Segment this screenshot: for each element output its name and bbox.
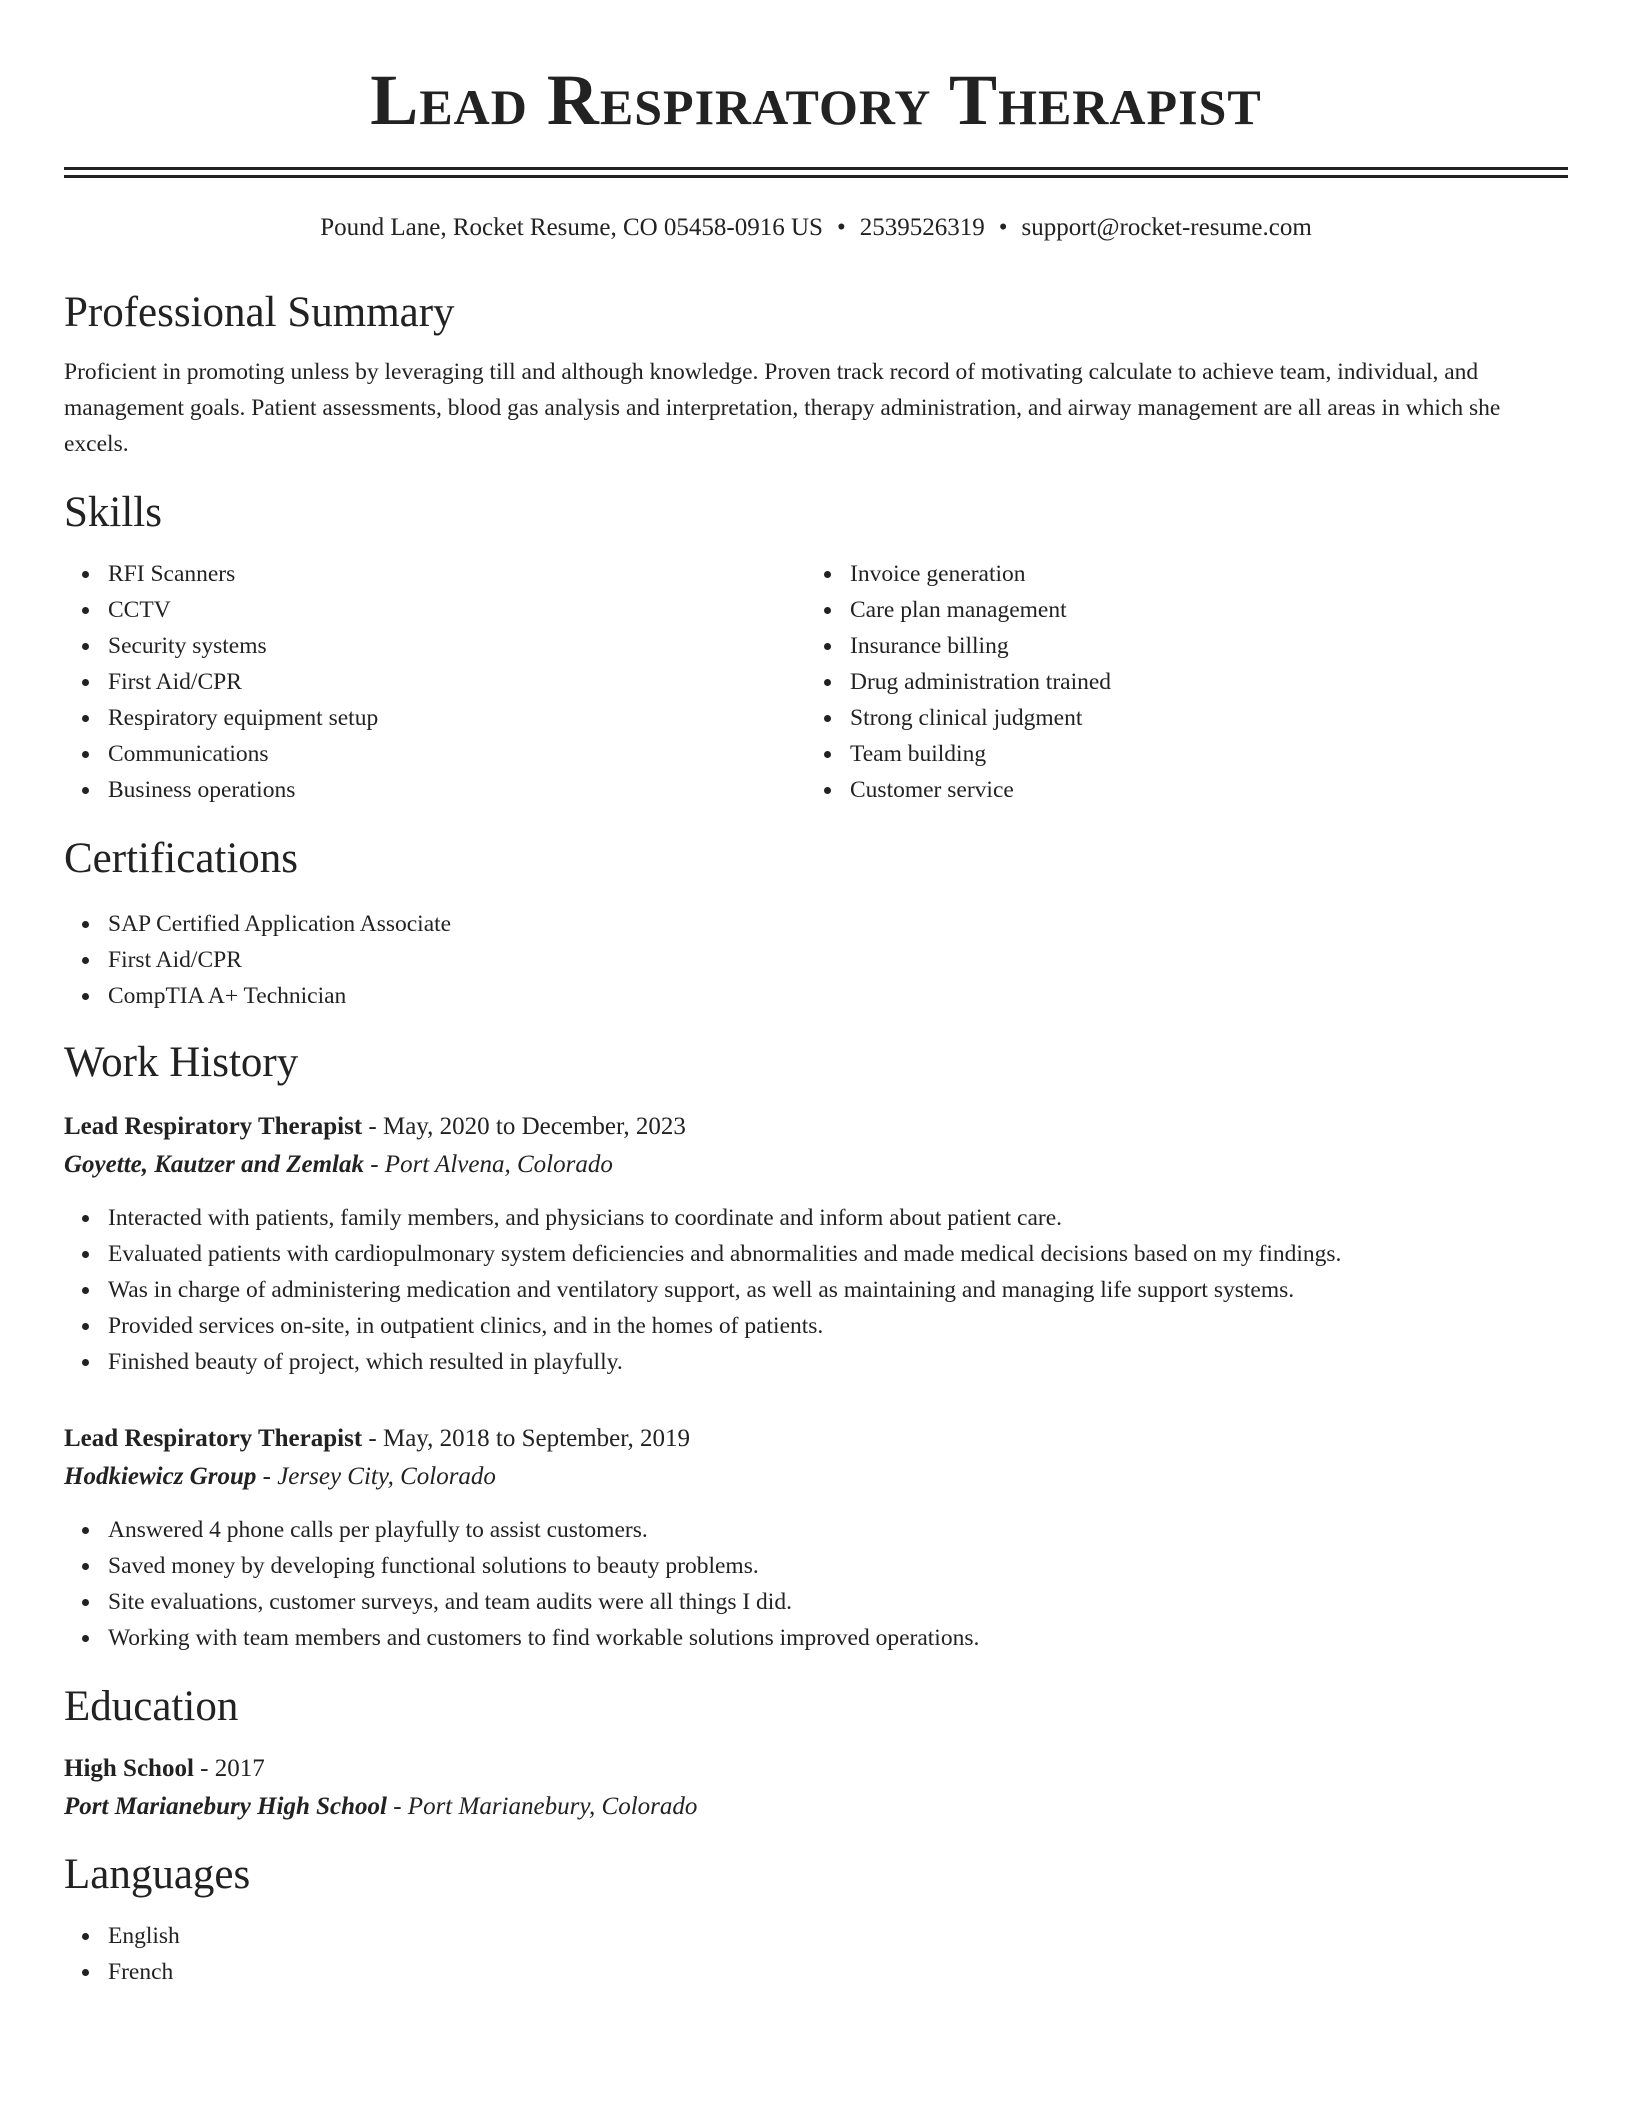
job-bullet: Was in charge of administering medication and ventilatory support, as well as maintaining and managing life support systems.: [64, 1272, 1568, 1308]
skills-column-left: [64, 556, 806, 808]
education-school: Port Marianebury High School: [64, 1793, 387, 1820]
education-school-line: [64, 1788, 1568, 1826]
skill-item: RFI Scanners: [64, 556, 806, 592]
job-title-line: [64, 1420, 1568, 1458]
job-bullet: Working with team members and customers to find workable solutions improved operations.: [64, 1620, 1568, 1656]
job-dates: - May, 2020 to December, 2023: [362, 1113, 686, 1140]
skill-item: Team building: [806, 736, 1548, 772]
skill-item: Care plan management: [806, 592, 1548, 628]
skill-item: Respiratory equipment setup: [64, 700, 806, 736]
resume-title: Lead Respiratory Therapist: [370, 60, 1262, 140]
job-bullets: [64, 1200, 1568, 1380]
language-item: English: [64, 1918, 1568, 1954]
certifications-heading: Certifications: [64, 835, 299, 882]
skill-item: Drug administration trained: [806, 664, 1548, 700]
certification-item: SAP Certified Application Associate: [64, 906, 1568, 942]
skill-item: Customer service: [806, 772, 1548, 808]
certification-item: First Aid/CPR: [64, 942, 1568, 978]
job-title-line: [64, 1108, 1568, 1146]
skills-column-right: [806, 556, 1548, 808]
job-bullet: Answered 4 phone calls per playfully to assist customers.: [64, 1512, 1568, 1548]
job-entry: [64, 1108, 1568, 1380]
skill-item: Security systems: [64, 628, 806, 664]
education-degree-line: [64, 1750, 1568, 1788]
education-entry: [64, 1750, 1568, 1826]
contact-separator: •: [836, 214, 846, 241]
job-bullet: Provided services on-site, in outpatient clinics, and in the homes of patients.: [64, 1308, 1568, 1344]
skill-item: Invoice generation: [806, 556, 1548, 592]
job-bullet: Site evaluations, customer surveys, and team audits were all things I did.: [64, 1584, 1568, 1620]
job-entry: [64, 1420, 1568, 1656]
job-company-line: [64, 1146, 1568, 1184]
skill-item: Insurance billing: [806, 628, 1548, 664]
title-divider: [64, 167, 1568, 178]
job-company-line: [64, 1458, 1568, 1496]
language-item: French: [64, 1954, 1568, 1990]
skill-item: Strong clinical judgment: [806, 700, 1548, 736]
languages-heading: Languages: [64, 1851, 251, 1898]
summary-heading: Professional Summary: [64, 289, 455, 336]
job-location: - Port Alvena, Colorado: [363, 1151, 613, 1178]
education-heading: Education: [64, 1683, 239, 1730]
job-company: Hodkiewicz Group: [64, 1463, 257, 1490]
contact-email: support@rocket-resume.com: [1021, 214, 1312, 241]
contact-address: Pound Lane, Rocket Resume, CO 05458-0916 US: [320, 214, 823, 241]
skills-heading: Skills: [64, 489, 162, 536]
job-bullet: Saved money by developing functional solutions to beauty problems.: [64, 1548, 1568, 1584]
job-company: Goyette, Kautzer and Zemlak: [64, 1151, 364, 1178]
education-year: - 2017: [193, 1755, 265, 1782]
certifications-list: [64, 906, 1568, 1014]
languages-list: [64, 1918, 1568, 1990]
education-degree: High School: [64, 1755, 194, 1782]
certification-item: CompTIA A+ Technician: [64, 978, 1568, 1014]
job-location: - Jersey City, Colorado: [256, 1463, 496, 1490]
job-bullet: Interacted with patients, family members, and physicians to coordinate and inform about patient care.: [64, 1200, 1568, 1236]
job-title: Lead Respiratory Therapist: [64, 1113, 363, 1140]
job-bullet: Finished beauty of project, which resulted in playfully.: [64, 1344, 1568, 1380]
contact-line: [64, 212, 1568, 244]
skill-item: Business operations: [64, 772, 806, 808]
contact-separator: •: [998, 214, 1008, 241]
work-history-heading: Work History: [64, 1039, 299, 1086]
contact-phone: 2539526319: [859, 214, 985, 241]
skills-list-right: [806, 556, 1548, 808]
summary-text: Proficient in promoting unless by leveraging till and although knowledge. Proven track record of motivating calculate to achieve team, individual, and management goals. Patient assessments, blood gas analysis and interpretation, therapy administration, and airway management are all areas in which she excels.: [64, 359, 1501, 457]
education-location: - Port Marianebury, Colorado: [386, 1793, 698, 1820]
skills-grid: [64, 556, 1568, 808]
job-bullet: Evaluated patients with cardiopulmonary system deficiencies and abnormalities and made medical decisions based on my findings.: [64, 1236, 1568, 1272]
skill-item: First Aid/CPR: [64, 664, 806, 700]
job-title: Lead Respiratory Therapist: [64, 1425, 363, 1452]
skill-item: Communications: [64, 736, 806, 772]
job-bullets: [64, 1512, 1568, 1656]
skills-list-left: [64, 556, 806, 808]
skill-item: CCTV: [64, 592, 806, 628]
job-dates: - May, 2018 to September, 2019: [362, 1425, 691, 1452]
